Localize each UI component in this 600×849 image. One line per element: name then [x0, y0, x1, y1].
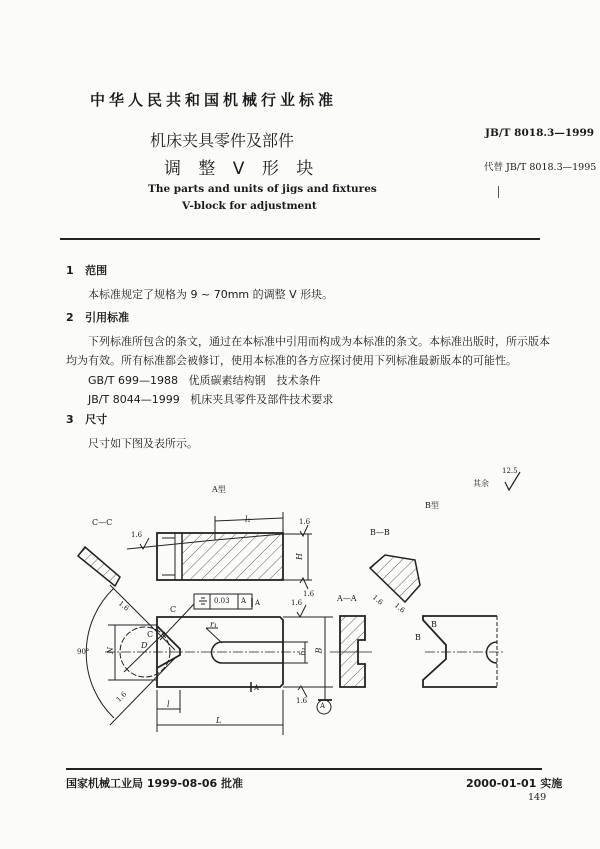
dim-r1: r₁ — [210, 620, 218, 629]
chamfer-c-label-2: C — [147, 630, 154, 639]
section-mark-a-top: A — [255, 599, 261, 607]
title-cn-line1: 机床夹具零件及部件 — [150, 131, 295, 150]
section-aa-view — [330, 616, 372, 687]
type-a-top-view — [127, 512, 312, 589]
dim-L: L — [216, 716, 222, 725]
title-en-line2: V-block for adjustment — [182, 200, 317, 212]
section-1-text: 本标准规定了规格为 9 ~ 70mm 的调整 V 形块。 — [88, 288, 334, 301]
type-b-label: B型 — [425, 501, 439, 510]
datum-a-label: A — [320, 702, 326, 710]
title-cn-line2: 调 整 V 形 块 — [164, 159, 320, 179]
roughness-b-bottom: 1.6 — [296, 697, 308, 705]
section-2-text-line2: 均为有效。所有标准都会被修订，使用本标准的各方应探讨使用下列标准最新版本的可能性。 — [66, 354, 517, 367]
standard-number: JB/T 8018.3—1999 — [485, 127, 595, 139]
angle-90: 90° — [77, 648, 90, 656]
tolerance-datum: A — [241, 597, 247, 605]
title-en-line1: The parts and units of jigs and fixtures — [148, 183, 377, 195]
type-a-label: A型 — [212, 485, 226, 494]
reference-2: JB/T 8044—1999 机床夹具零件及部件技术要求 — [88, 393, 334, 406]
chamfer-c-label-1: C — [170, 605, 177, 614]
roughness-b-top: 1.6 — [291, 599, 303, 607]
roughness-v-upper: 1.6 — [116, 599, 131, 613]
dim-h1: h₁ — [298, 647, 308, 656]
section-3-text: 尺寸如下图及表所示。 — [88, 437, 198, 450]
footer-approved: 国家机械工业局 1999-08-06 批准 — [66, 777, 244, 790]
org-standard-header: 中华人民共和国机械行业标准 — [90, 91, 338, 109]
rest-label: 其余 — [473, 479, 489, 488]
roughness-h-bottom: 1.6 — [303, 590, 315, 598]
section-2-text-line1: 下列标准所包含的条文，通过在本标准中引用而构成为本标准的条文。本标准出版时，所示版本 — [88, 335, 550, 348]
chamfer-b-label-2: B — [415, 633, 421, 642]
roughness-bb-2: 1.6 — [392, 601, 407, 615]
dim-b: B — [314, 647, 324, 654]
replaces-standard: 代替 JB/T 8018.3—1995 — [484, 162, 597, 173]
section-bb-label: B—B — [370, 528, 390, 537]
dim-n: N — [106, 647, 115, 654]
section-1-heading: 1 范围 — [66, 264, 108, 277]
dim-h: H — [294, 553, 304, 560]
tolerance-value: 0.03 — [214, 597, 230, 605]
chamfer-b-label-1: B — [431, 620, 437, 629]
section-2-heading: 2 引用标准 — [66, 311, 130, 324]
page-number: 149 — [528, 792, 547, 803]
rest-roughness-value: 12.5 — [502, 467, 518, 475]
footer-divider — [66, 768, 542, 770]
section-cc-view — [78, 547, 120, 586]
dim-d: D — [141, 641, 148, 650]
roughness-bb-1: 1.6 — [370, 593, 385, 607]
section-3-heading: 3 尺寸 — [66, 413, 108, 426]
roughness-top-right: 1.6 — [299, 518, 311, 526]
dim-l: l — [167, 700, 170, 709]
section-aa-label: A—A — [337, 594, 357, 603]
roughness-v-lower: 1.6 — [114, 690, 129, 704]
reference-1: GB/T 699—1988 优质碳素结构钢 技术条件 — [88, 374, 321, 387]
footer-effective: 2000-01-01 实施 — [466, 777, 563, 790]
dim-l1: l₁ — [245, 515, 251, 524]
section-cc-label: C—C — [92, 518, 113, 527]
roughness-top-left: 1.6 — [131, 531, 143, 539]
section-mark-a-bottom: A — [254, 684, 260, 692]
